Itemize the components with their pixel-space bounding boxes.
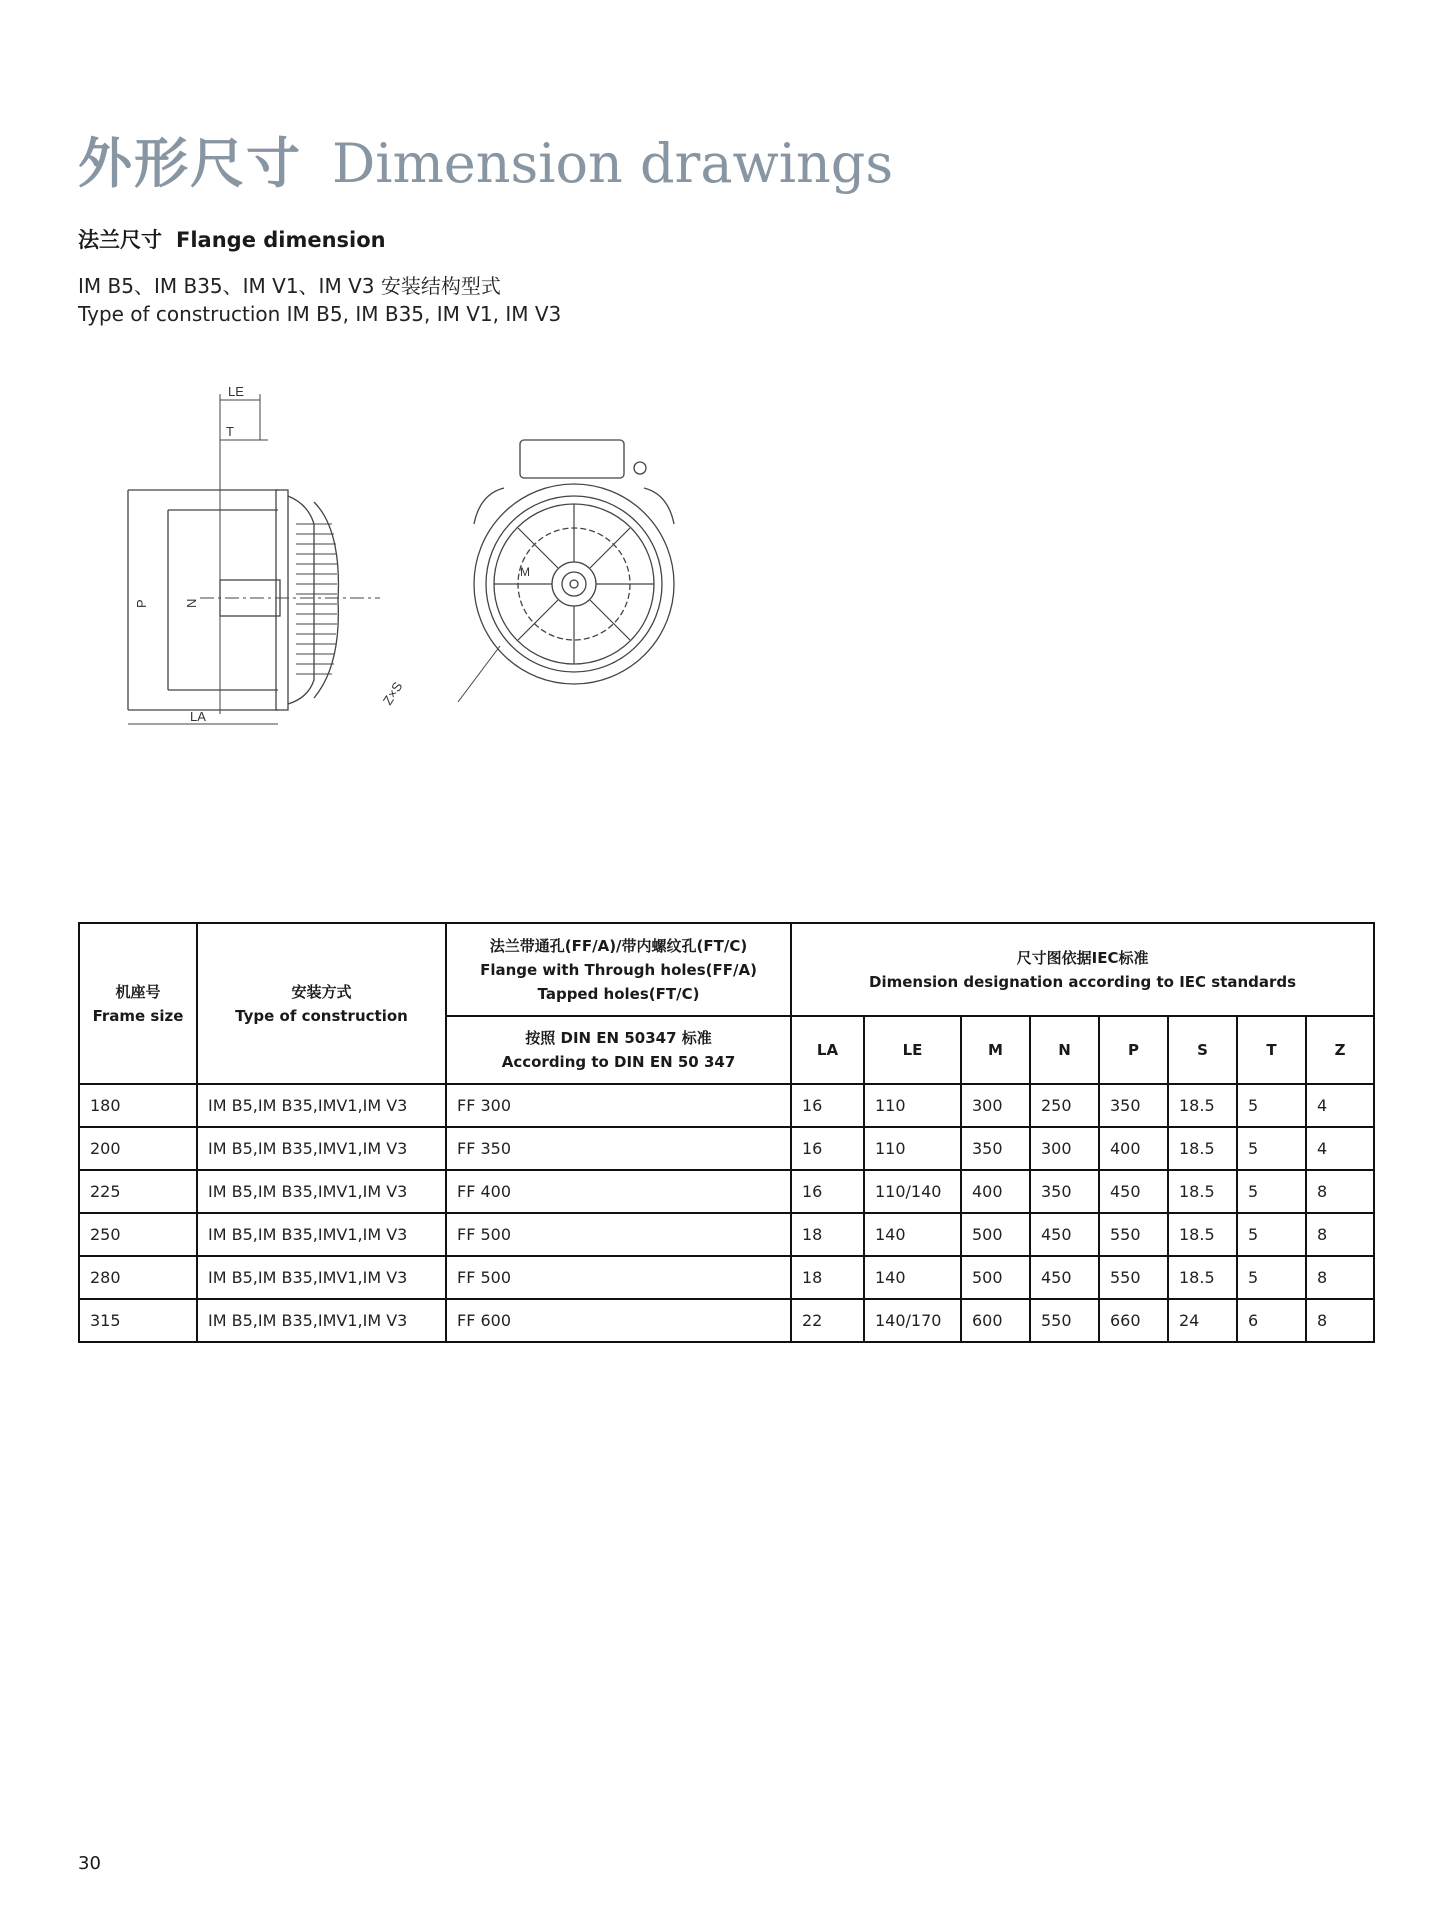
page-title-cn: 外形尺寸 — [78, 132, 302, 195]
cell-type: IM B5,IM B35,IMV1,IM V3 — [197, 1299, 446, 1342]
label-M: M — [520, 565, 530, 579]
table-row — [79, 1256, 1374, 1299]
cell-LA: 22 — [791, 1299, 864, 1342]
cell-LE: 140 — [864, 1256, 961, 1299]
cell-flange: FF 350 — [446, 1127, 791, 1170]
header-frame-size: 机座号 Frame size — [79, 923, 197, 1084]
cell-Z: 8 — [1306, 1256, 1374, 1299]
cell-T: 5 — [1237, 1127, 1306, 1170]
cell-N: 250 — [1030, 1084, 1099, 1127]
header-col-T: T — [1237, 1016, 1306, 1084]
label-N: N — [184, 598, 199, 608]
header-col-LE: LE — [864, 1016, 961, 1084]
cell-flange: FF 500 — [446, 1213, 791, 1256]
cell-N: 550 — [1030, 1299, 1099, 1342]
cell-T: 5 — [1237, 1213, 1306, 1256]
label-P: P — [134, 599, 149, 608]
cell-M: 300 — [961, 1084, 1030, 1127]
page-title — [78, 128, 893, 200]
cell-type: IM B5,IM B35,IMV1,IM V3 — [197, 1084, 446, 1127]
cell-flange: FF 300 — [446, 1084, 791, 1127]
header-flange: 法兰带通孔(FF/A)/带内螺纹孔(FT/C) Flange with Through holes(FF/A) Tapped holes(FT/C) — [446, 923, 791, 1016]
cell-P: 450 — [1099, 1170, 1168, 1213]
section-heading — [78, 224, 386, 254]
table-row — [79, 1213, 1374, 1256]
cell-Z: 8 — [1306, 1299, 1374, 1342]
cell-T: 5 — [1237, 1084, 1306, 1127]
cell-M: 500 — [961, 1213, 1030, 1256]
header-iec-dimension: 尺寸图依据IEC标准 Dimension designation according to IEC standards — [791, 923, 1374, 1016]
construction-desc-cn: IM B5、IM B35、IM V1、IM V3 安装结构型式 — [78, 274, 501, 298]
header-col-M: M — [961, 1016, 1030, 1084]
cell-frame-size: 180 — [79, 1084, 197, 1127]
table-row — [79, 1299, 1374, 1342]
cell-P: 350 — [1099, 1084, 1168, 1127]
label-LE: LE — [228, 384, 244, 399]
cell-N: 350 — [1030, 1170, 1099, 1213]
cell-P: 550 — [1099, 1256, 1168, 1299]
header-col-Z: Z — [1306, 1016, 1374, 1084]
cell-N: 450 — [1030, 1256, 1099, 1299]
flange-dimension-table — [78, 922, 1375, 1343]
cell-S: 24 — [1168, 1299, 1237, 1342]
motor-drawing-svg — [100, 384, 700, 734]
section-heading-cn: 法兰尺寸 — [78, 228, 162, 252]
section-heading-en: Flange dimension — [176, 228, 386, 252]
cell-frame-size: 225 — [79, 1170, 197, 1213]
cell-N: 300 — [1030, 1127, 1099, 1170]
cell-LE: 110 — [864, 1127, 961, 1170]
cell-P: 400 — [1099, 1127, 1168, 1170]
cell-P: 550 — [1099, 1213, 1168, 1256]
dimension-drawing — [100, 384, 700, 734]
cell-LE: 110/140 — [864, 1170, 961, 1213]
cell-S: 18.5 — [1168, 1127, 1237, 1170]
cell-LA: 18 — [791, 1213, 864, 1256]
header-col-P: P — [1099, 1016, 1168, 1084]
cell-Z: 8 — [1306, 1213, 1374, 1256]
cell-LE: 140 — [864, 1213, 961, 1256]
cell-Z: 4 — [1306, 1084, 1374, 1127]
cell-T: 5 — [1237, 1256, 1306, 1299]
table-row — [79, 1084, 1374, 1127]
page-title-en: Dimension drawings — [332, 132, 894, 195]
cell-type: IM B5,IM B35,IMV1,IM V3 — [197, 1127, 446, 1170]
cell-T: 6 — [1237, 1299, 1306, 1342]
cell-M: 500 — [961, 1256, 1030, 1299]
cell-LA: 16 — [791, 1170, 864, 1213]
cell-LA: 18 — [791, 1256, 864, 1299]
header-type-of-construction: 安装方式 Type of construction — [197, 923, 446, 1084]
cell-frame-size: 200 — [79, 1127, 197, 1170]
header-col-LA: LA — [791, 1016, 864, 1084]
cell-LA: 16 — [791, 1084, 864, 1127]
table-row — [79, 1127, 1374, 1170]
header-col-S: S — [1168, 1016, 1237, 1084]
cell-S: 18.5 — [1168, 1213, 1237, 1256]
cell-S: 18.5 — [1168, 1256, 1237, 1299]
cell-P: 660 — [1099, 1299, 1168, 1342]
cell-S: 18.5 — [1168, 1084, 1237, 1127]
cell-M: 600 — [961, 1299, 1030, 1342]
cell-flange: FF 500 — [446, 1256, 791, 1299]
cell-S: 18.5 — [1168, 1170, 1237, 1213]
label-ZxS: Z×S — [379, 679, 406, 708]
flange-dimension-table-wrap — [78, 922, 1373, 1343]
table-row — [79, 1170, 1374, 1213]
label-LA: LA — [190, 709, 206, 724]
cell-flange: FF 400 — [446, 1170, 791, 1213]
cell-Z: 8 — [1306, 1170, 1374, 1213]
cell-frame-size: 250 — [79, 1213, 197, 1256]
cell-LA: 16 — [791, 1127, 864, 1170]
cell-type: IM B5,IM B35,IMV1,IM V3 — [197, 1170, 446, 1213]
cell-M: 350 — [961, 1127, 1030, 1170]
cell-type: IM B5,IM B35,IMV1,IM V3 — [197, 1213, 446, 1256]
page-number: 30 — [78, 1853, 101, 1874]
label-T: T — [226, 424, 234, 439]
cell-frame-size: 315 — [79, 1299, 197, 1342]
cell-LE: 140/170 — [864, 1299, 961, 1342]
cell-flange: FF 600 — [446, 1299, 791, 1342]
cell-M: 400 — [961, 1170, 1030, 1213]
cell-LE: 110 — [864, 1084, 961, 1127]
cell-Z: 4 — [1306, 1127, 1374, 1170]
side-view — [128, 384, 380, 724]
cell-type: IM B5,IM B35,IMV1,IM V3 — [197, 1256, 446, 1299]
cell-frame-size: 280 — [79, 1256, 197, 1299]
front-view — [380, 440, 674, 708]
header-din-standard: 按照 DIN EN 50347 标准 According to DIN EN 50 347 — [446, 1016, 791, 1084]
construction-desc-en: Type of construction IM B5, IM B35, IM V1, IM V3 — [78, 302, 562, 326]
cell-T: 5 — [1237, 1170, 1306, 1213]
cell-N: 450 — [1030, 1213, 1099, 1256]
header-col-N: N — [1030, 1016, 1099, 1084]
